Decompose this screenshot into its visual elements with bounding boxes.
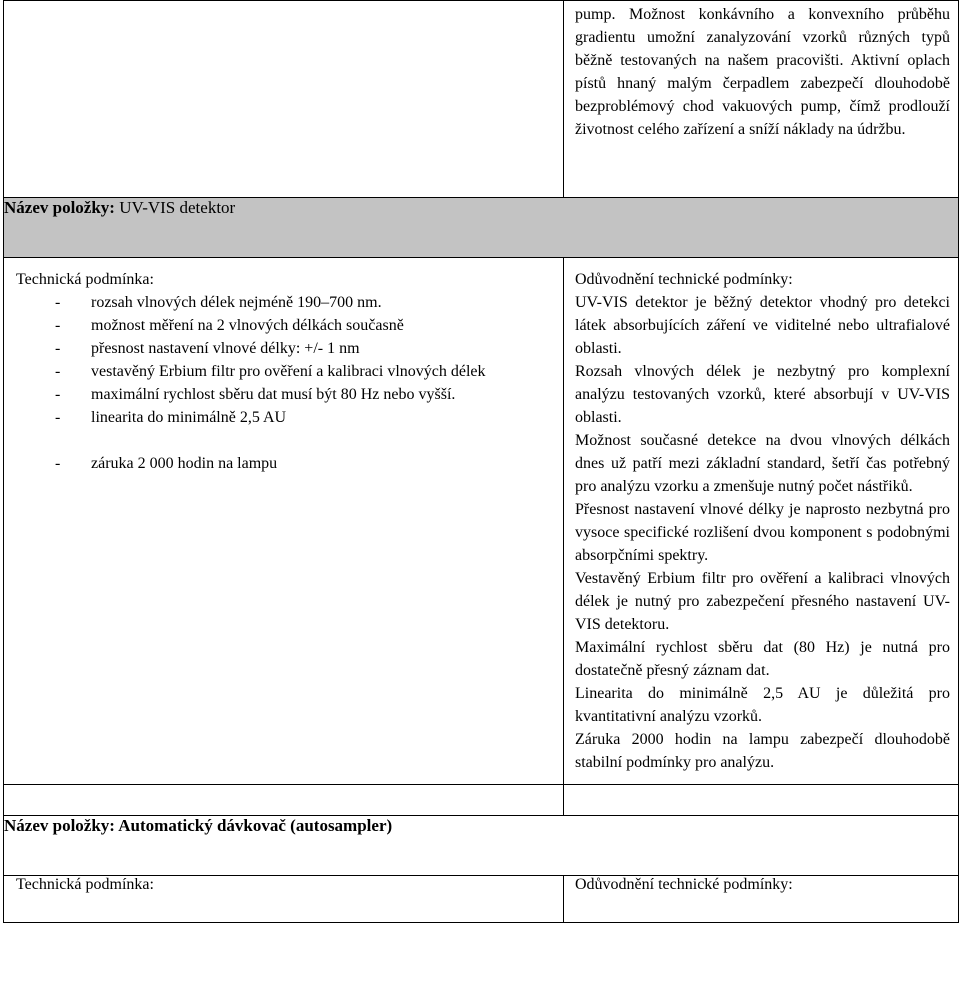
condition-text: maximální rychlost sběru dat musí být 80 Hz nebo vyšší. [91, 386, 456, 403]
dash-mark: - [55, 317, 61, 334]
dash-mark: - [55, 363, 61, 380]
item-header-label: Název položky: [4, 198, 115, 217]
item-header: Název položky: Automatický dávkovač (autosampler) [4, 816, 393, 835]
item-content-row [4, 258, 959, 785]
condition-text: linearita do minimálně 2,5 AU [91, 409, 287, 426]
technical-conditions-cell [4, 258, 564, 785]
item-header [4, 198, 235, 217]
item-content-row [4, 876, 959, 923]
justification-paragraph: Možnost současné detekce na dvou vlnových délkách dnes už patří mezi základní standard, šetří čas potřebný pro analýzu vzorku a zmenšuje nutný počet nástřiků. [575, 432, 950, 495]
list-item [16, 452, 555, 475]
justification-title: Odůvodnění technické podmínky: [575, 876, 793, 893]
item-header-cell [4, 816, 959, 876]
technical-conditions-title: Technická podmínka: [16, 876, 154, 893]
spacer-cell [4, 785, 564, 816]
technical-conditions-title: Technická podmínka: [16, 271, 154, 288]
justification-paragraph: Záruka 2000 hodin na lampu zabezpečí dlouhodobě stabilní podmínky pro analýzu. [575, 731, 950, 771]
dash-mark: - [55, 340, 61, 357]
technical-conditions-cell [4, 876, 564, 923]
item-header-row [4, 816, 959, 876]
justification-paragraph: Rozsah vlnových délek je nezbytný pro komplexní analýzu testovaných vzorků, které absorbují v UV-VIS oblasti. [575, 363, 950, 426]
empty-left-cell [4, 1, 564, 198]
item-header-cell [4, 198, 959, 258]
list-item [16, 360, 555, 383]
condition-text: rozsah vlnových délek nejméně 190–700 nm. [91, 294, 382, 311]
continuation-row [4, 1, 959, 198]
condition-text: vestavěný Erbium filtr pro ověření a kalibraci vlnových délek [91, 363, 486, 380]
justification-paragraph: Přesnost nastavení vlnové délky je naprosto nezbytná pro vysoce specifické rozlišení dvou komponent s podobnými absorpčními spektry. [575, 501, 950, 564]
list-item [16, 337, 555, 360]
list-item [16, 383, 555, 406]
item-header-row [4, 198, 959, 258]
justification-cell [564, 258, 959, 785]
spacer-row [4, 785, 959, 816]
condition-text: možnost měření na 2 vlnových délkách současně [91, 317, 404, 334]
list-item [16, 314, 555, 337]
spec-table [3, 0, 959, 923]
justification-title: Odůvodnění technické podmínky: [575, 271, 793, 288]
justification-paragraph: Vestavěný Erbium filtr pro ověření a kalibraci vlnových délek je nutný pro zabezpečení přesného nastavení UV-VIS detektoru. [575, 570, 950, 633]
condition-text: přesnost nastavení vlnové délky: +/- 1 nm [91, 340, 360, 357]
justification-paragraph: UV-VIS detektor je běžný detektor vhodný pro detekci látek absorbujících záření ve viditelné nebo ultrafialové oblasti. [575, 294, 950, 357]
condition-text: záruka 2 000 hodin na lampu [91, 455, 278, 472]
item-header-value: UV-VIS detektor [119, 198, 236, 217]
justification-paragraph: Maximální rychlost sběru dat (80 Hz) je nutná pro dostatečně přesný záznam dat. [575, 639, 950, 679]
continuation-cell [564, 1, 959, 198]
justification-cell [564, 876, 959, 923]
conditions-list [16, 291, 555, 475]
dash-mark: - [55, 409, 61, 426]
continuation-paragraph: pump. Možnost konkávního a konvexního průběhu gradientu umožní zanalyzování vzorků různých typů běžně testovaných na našem pracovišti. Aktivní oplach pístů hnaný malým čerpadlem zabezpečí dlouhodobě bezproblémový chod vakuových pump, čímž prodlouží životnost celého zařízení a sníží náklady na údržbu. [575, 6, 950, 138]
justification-paragraph: Linearita do minimálně 2,5 AU je důležitá pro kvantitativní analýzu vzorků. [575, 685, 950, 725]
dash-mark: - [55, 294, 61, 311]
list-item [16, 291, 555, 314]
dash-mark: - [55, 455, 61, 472]
dash-mark: - [55, 386, 61, 403]
spacer-cell [564, 785, 959, 816]
list-item [16, 406, 555, 429]
